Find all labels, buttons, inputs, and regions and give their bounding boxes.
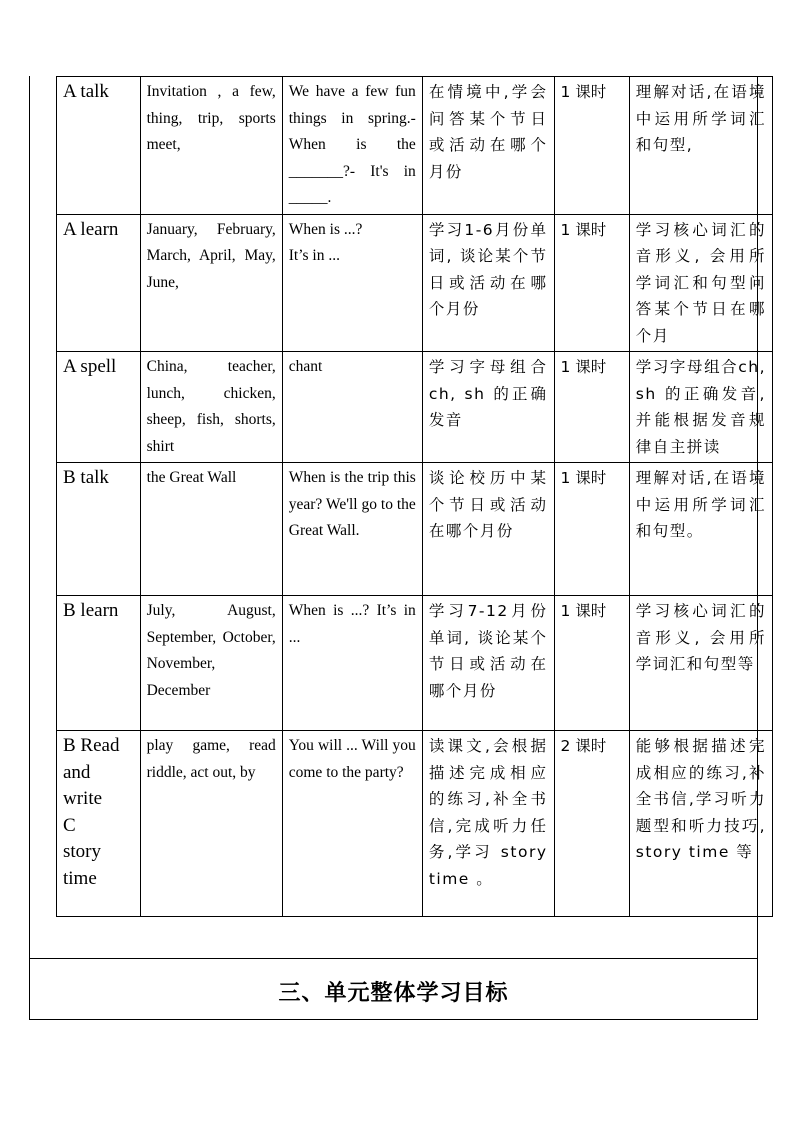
sentences-cell: When is the trip this year? We'll go to the Great Wall. <box>282 463 422 596</box>
unit-lesson-table <box>56 76 773 917</box>
target-cell: 能够根据描述完成相应的练习,补全书信,学习听力题型和听力技巧, story time 等 <box>629 731 772 917</box>
target-cell: 学习核心词汇的音形义, 会用所学词汇和句型等 <box>629 596 772 731</box>
lesson-cell: B Read and write C story time <box>57 731 141 917</box>
lesson-cell: A learn <box>57 214 141 352</box>
hours-cell: 1 课时 <box>554 463 629 596</box>
goal-cell: 学习7-12月份单词, 谈论某个节日或活动在哪个月份 <box>422 596 554 731</box>
sentences-cell: chant <box>282 352 422 463</box>
words-cell: the Great Wall <box>140 463 282 596</box>
lesson-cell: B talk <box>57 463 141 596</box>
words-cell: play game, read riddle, act out, by <box>140 731 282 917</box>
sentences-cell: We have a few fun things in spring.-When is the _______?- It's in _____. <box>282 77 422 215</box>
lesson-cell: B learn <box>57 596 141 731</box>
section-divider <box>30 958 757 959</box>
document-frame <box>29 76 766 1020</box>
table-row <box>57 463 773 596</box>
lesson-cell: A spell <box>57 352 141 463</box>
sentences-cell: You will ... Will you come to the party? <box>282 731 422 917</box>
words-cell: Invitation , a few, thing, trip, sports meet, <box>140 77 282 215</box>
goal-cell: 学习字母组合 ch, sh 的正确发音 <box>422 352 554 463</box>
sentences-cell: When is ...? It’s in ... <box>282 596 422 731</box>
table-row <box>57 596 773 731</box>
goal-cell: 学习1-6月份单词, 谈论某个节日或活动在哪个月份 <box>422 214 554 352</box>
hours-cell: 1 课时 <box>554 596 629 731</box>
words-cell: China, teacher, lunch, chicken, sheep, fish, shorts, shirt <box>140 352 282 463</box>
section-heading: 三、单元整体学习目标 <box>278 981 509 1006</box>
target-cell: 理解对话,在语境中运用所学词汇和句型, <box>629 77 772 215</box>
hours-cell: 2 课时 <box>554 731 629 917</box>
target-cell: 学习核心词汇的音形义, 会用所学词汇和句型问答某个节日在哪个月 <box>629 214 772 352</box>
lesson-cell: A talk <box>57 77 141 215</box>
hours-cell: 1 课时 <box>554 214 629 352</box>
sentences-cell: When is ...? It’s in ... <box>282 214 422 352</box>
target-cell: 学习字母组合ch, sh 的正确发音,并能根据发音规律自主拼读 <box>629 352 772 463</box>
table-row <box>57 214 773 352</box>
table-row <box>57 731 773 917</box>
goal-cell: 在情境中,学会问答某个节日或活动在哪个月份 <box>422 77 554 215</box>
words-cell: July, August, September, October, November, December <box>140 596 282 731</box>
hours-cell: 1 课时 <box>554 77 629 215</box>
words-cell: January, February, March, April, May, June, <box>140 214 282 352</box>
goal-cell: 谈论校历中某个节日或活动在哪个月份 <box>422 463 554 596</box>
table-row <box>57 352 773 463</box>
hours-cell: 1 课时 <box>554 352 629 463</box>
goal-cell: 读课文,会根据描述完成相应的练习,补全书信,完成听力任务,学习 story time 。 <box>422 731 554 917</box>
table-row <box>57 77 773 215</box>
target-cell: 理解对话,在语境中运用所学词汇和句型。 <box>629 463 772 596</box>
